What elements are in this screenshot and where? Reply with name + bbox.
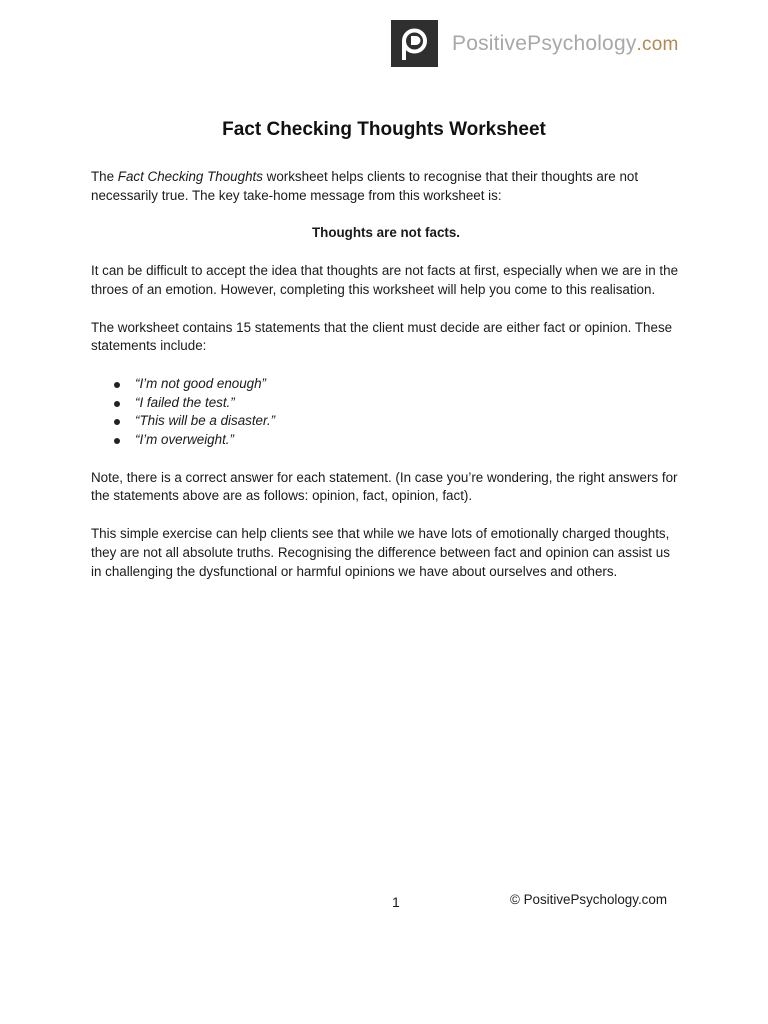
intro-pre: The (91, 169, 118, 184)
paragraph-answers-note: Note, there is a correct answer for each statement. (In case you’re wondering, the right answers for the statements above are as follows: opinion, fact, opinion, fact). (91, 469, 678, 504)
list-item (91, 394, 681, 413)
statement-list (91, 375, 681, 450)
intro-post: worksheet helps clients to recognise that their thoughts are not necessarily true. The key take-home message from this worksheet is: (91, 169, 639, 203)
statement-text: “I failed the test.” (135, 394, 235, 410)
bullet-icon (114, 382, 120, 388)
logo-p-icon (391, 20, 438, 67)
footer-copyright: © PositivePsychology.com (510, 892, 667, 907)
positivepsychology-logo (391, 20, 679, 67)
logo-wordmark (452, 32, 679, 56)
paragraph-statements-intro: The worksheet contains 15 statements that the client must decide are either fact or opinion. These statements include: (91, 319, 673, 354)
list-item (91, 375, 681, 394)
logo-brand: PositivePsychology (452, 31, 637, 55)
paragraph-exercise-benefit: This simple exercise can help clients see that while we have lots of emotionally charged thoughts, they are not all absolute truths. Recognising the difference between fact and opinion can assist us in challenging the dysfunctional or harmful opinions we have about ourselves and others. (91, 526, 670, 579)
bullet-icon (114, 438, 120, 444)
intro-paragraph (91, 168, 681, 205)
intro-worksheet-name: Fact Checking Thoughts (117, 169, 263, 184)
worksheet-body (91, 168, 681, 600)
list-item (91, 412, 681, 431)
bullet-icon (114, 401, 120, 407)
key-message: Thoughts are not facts. (311, 225, 461, 241)
logo-tld: .com (636, 33, 679, 55)
statement-text: “I’m not good enough” (135, 375, 267, 391)
bullet-icon (114, 419, 120, 425)
statement-text: “I’m overweight.” (135, 432, 234, 448)
statement-text: “This will be a disaster.” (135, 413, 276, 429)
page-title: Fact Checking Thoughts Worksheet (222, 119, 546, 140)
list-item (91, 431, 681, 450)
paragraph-difficulty: It can be difficult to accept the idea that thoughts are not facts at first, especially when we are in the throes of an emotion. However, completing this worksheet will help you come to this realisation. (91, 263, 679, 297)
page-number: 1 (392, 894, 400, 910)
